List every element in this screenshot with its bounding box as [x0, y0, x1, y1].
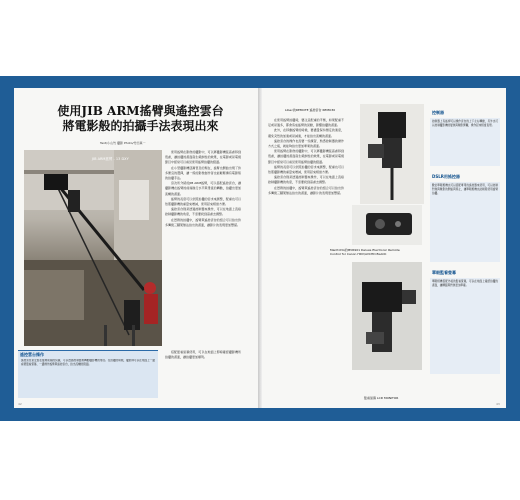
body-column-2 [268, 118, 344, 398]
paragraph: 搭配監看螢幕使用，可以在地面上即時確認攝影機所拍攝的畫面，讓拍攝更加順利。 [165, 350, 241, 360]
article-title [38, 104, 243, 134]
paragraph: 遙控雲台則是透過控制器來操作，可以在地面上直接控制攝影機的角度，不需要爬到高處去調整。 [268, 175, 344, 185]
caption-controller: Manfrotto的MVR901 Deluxe Electronic Remote Control for Canon HDV/AVCHD·BLACK [330, 248, 400, 256]
title-line-1: 使用JIB ARM搖臂與遙控雲台 [57, 104, 224, 118]
sidebar-heading-3: 單眼監看螢幕 [432, 270, 456, 275]
sidebar-text-2: 數位單眼相機也可以搭配專用的遙控器來使用，可以控制對焦與錄影的開始與停止，讓單眼相機也能輕鬆使用搖臂拍攝。 [430, 182, 500, 262]
camera-illustration [352, 262, 422, 370]
page-number-left: 42 [18, 402, 22, 406]
paragraph: 使用搖臂在影像的攝影中，可以將攝影機從高處移到低處，讓拍攝的畫面產生戲劇性的效果，在電影或是電視節目中經常可以看見使用搖臂拍攝的鏡頭。 [165, 150, 241, 165]
info-box-text: 遙控雲台是安裝在搖臂前端的設備，可以透過控制器來轉動攝影機的角度。在拍攝的時候，攝影師可以在地面上一邊看著監看螢幕，一邊操作搖臂與遙控雲台，拍出流暢的鏡頭。 [21, 359, 155, 367]
title-line-2: 將電影般的拍攝手法表現出來 [62, 119, 219, 133]
jib-arm-illustration [24, 150, 162, 346]
paragraph: 在實際的拍攝中，搖臂與遙控雲台的組合可以拍出許多傳統三腳架無法拍出的畫面，讓影片的表現更加豐富。 [268, 185, 344, 195]
controller-illustration [352, 205, 422, 245]
jib-arm-photo [24, 150, 162, 346]
paragraph: 這次所介紹的JIB ARM搖臂，可以搭配遙控雲台，讓攝影機在搖臂的前端進行水平與垂直的轉動，拍攝出更加流暢的畫面。 [165, 181, 241, 196]
caption-monitor: 監看螢幕 LCD MONITOR [364, 396, 399, 400]
remote-head-photo [360, 104, 424, 204]
sidebar-heading-1: 控制器 [432, 110, 444, 115]
remote-head-illustration [360, 104, 424, 204]
sidebar-heading-2: DSLR用搖控器 [432, 174, 460, 179]
byline: Text/小山竹 攝影 Photo/竹田真一 [100, 141, 146, 145]
paragraph: 遙控雲台則是透過控制器來操作，可以在地面上直接控制攝影機的角度，不需要爬到高處去調整。 [165, 207, 241, 217]
page-gutter [258, 88, 262, 408]
body-column-1 [165, 150, 241, 348]
paragraph: 在實際的拍攝中，搖臂與遙控雲台的組合可以拍出許多傳統三腳架無法拍出的畫面，讓影片的表現更加豐富。 [165, 217, 241, 227]
controller-photo [352, 205, 422, 245]
paragraph: 此外，在移動搖臂的時候，要盡量保持穩定的速度，避免突然的加速或是減速，才能拍出流暢的畫面。 [268, 128, 344, 138]
page-number-right: 43 [496, 402, 500, 406]
caption-remote-head: Libec的REMOTE 遙控雲台 REMO30 [285, 108, 336, 112]
sidebar-text-1: 控制器上有搖桿可以操作雲台的上下左右轉動，另外也可以控制攝影機的變焦與錄影開關，操作起來相當直覺。 [430, 118, 500, 166]
paragraph: 遙控雲台的操作也需要一些練習，熟悉控制器的操作方式之後，就能夠拍出更加專業的畫面。 [268, 138, 344, 149]
info-box [18, 350, 158, 398]
info-box-title: 遙控雲台操作 [20, 352, 44, 357]
paragraph: 搖臂的長度可以依照拍攝的需求來調整，配重也可以依照攝影機的重量來增減，使用起來相當方便。 [268, 164, 344, 175]
body-column-1b [165, 350, 241, 398]
camera-on-head-photo [352, 262, 422, 370]
paragraph: 在小型攝影機逐漸普及的現在，搖臂也開始出現了許多便宜的選擇，讓一般的影像創作者也能輕鬆擁有電影般的拍攝手法。 [165, 165, 241, 181]
paragraph: 使用搖臂在影像的攝影中，可以將攝影機從高處移到低處，讓拍攝的畫面產生戲劇性的效果，在電影或是電視節目中經常可以看見使用搖臂拍攝的鏡頭。 [268, 149, 344, 164]
paragraph: 在使用搖臂拍攝時，要注意配重的平衡，如果配重不足或是過多，都會造成搖臂的晃動，影響拍攝的畫面。 [268, 118, 344, 128]
sidebar-text-3: 單眼相機搭配外接的監看螢幕，可以在地面上確認拍攝的畫面，讓構圖與對焦更加準確。 [430, 278, 500, 374]
paragraph: 搖臂的長度可以依照拍攝的需求來調整，配重也可以依照攝影機的重量來增減，使用起來相當方便。 [165, 196, 241, 207]
photo-label: JIB ARM搖臂 - 13 DXY [92, 157, 129, 161]
